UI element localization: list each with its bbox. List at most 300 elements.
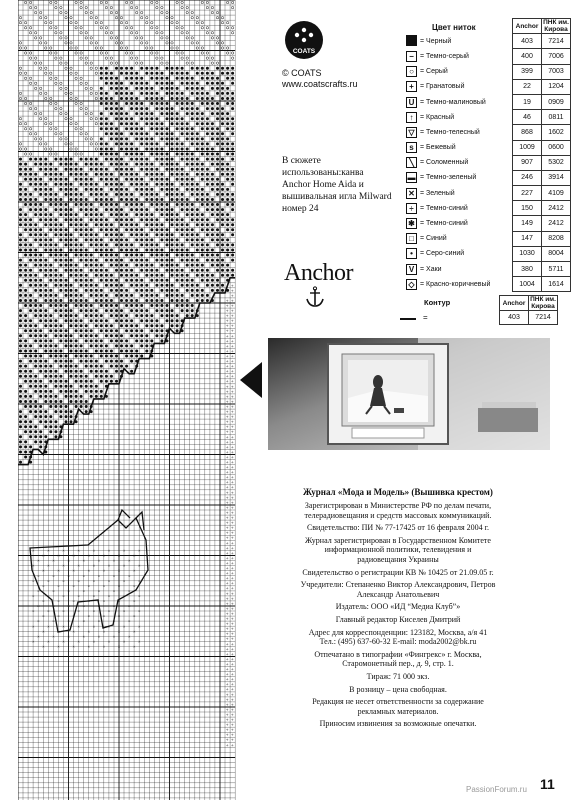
- svg-text:+: +: [230, 562, 234, 567]
- svg-text:+: +: [225, 365, 229, 370]
- svg-text:×: ×: [133, 598, 136, 604]
- kontur-table: [499, 295, 558, 325]
- svg-text:+: +: [230, 718, 234, 724]
- svg-text:×: ×: [67, 618, 70, 624]
- cross-stitch-chart: [18, 0, 238, 800]
- thread-color-name: = Черный: [420, 37, 452, 45]
- svg-text:+: +: [225, 723, 229, 729]
- svg-text:+: +: [230, 405, 234, 411]
- svg-text:×: ×: [72, 598, 75, 604]
- thread-color-name: = Темно-телесный: [420, 128, 480, 136]
- svg-text:+: +: [230, 395, 234, 401]
- thread-color-legend: [404, 18, 571, 292]
- legend-header-row: [404, 19, 571, 34]
- pnk-code: 1602: [542, 125, 571, 140]
- svg-text:×: ×: [107, 548, 111, 553]
- svg-text:+: +: [230, 587, 234, 593]
- svg-text:+: +: [230, 698, 234, 704]
- pnk-code: 4109: [542, 186, 571, 201]
- svg-text:+: +: [225, 415, 229, 421]
- legend-title: Цвет ниток: [432, 23, 476, 32]
- svg-text:×: ×: [47, 548, 50, 553]
- svg-text:×: ×: [133, 568, 136, 574]
- svg-text:+: +: [225, 455, 229, 461]
- svg-text:×: ×: [62, 638, 65, 644]
- svg-text:+: +: [225, 743, 229, 749]
- svg-text:×: ×: [128, 603, 131, 609]
- svg-text:+: +: [225, 486, 229, 492]
- coats-website[interactable]: www.coatscrafts.ru: [282, 79, 358, 89]
- svg-text:+: +: [225, 592, 229, 598]
- svg-text:×: ×: [77, 548, 80, 553]
- svg-text:×: ×: [138, 593, 141, 599]
- svg-text:×: ×: [72, 613, 75, 619]
- svg-text:+: +: [225, 708, 229, 714]
- svg-text:×: ×: [87, 583, 91, 589]
- stitch-symbol-icon: ▽: [406, 127, 417, 138]
- anchor-code: 380: [513, 262, 542, 277]
- svg-text:×: ×: [112, 618, 116, 624]
- stitch-symbol-icon: [406, 35, 417, 46]
- svg-text:×: ×: [37, 588, 40, 594]
- svg-text:×: ×: [92, 578, 96, 584]
- pnk-code: 0600: [542, 140, 571, 155]
- svg-text:×: ×: [72, 583, 75, 589]
- svg-text:×: ×: [128, 633, 131, 639]
- svg-text:+: +: [230, 521, 234, 527]
- svg-text:×: ×: [47, 593, 50, 599]
- svg-text:+: +: [225, 481, 229, 487]
- pnk-code: 7006: [542, 49, 571, 64]
- coats-logo-text: COATS: [292, 48, 316, 55]
- svg-text:×: ×: [82, 618, 86, 624]
- svg-text:+: +: [230, 390, 234, 396]
- svg-text:×: ×: [102, 628, 106, 634]
- svg-text:×: ×: [32, 638, 35, 644]
- svg-text:×: ×: [67, 588, 70, 594]
- svg-text:×: ×: [87, 613, 91, 619]
- svg-text:×: ×: [67, 573, 70, 579]
- stitch-symbol-icon: ▬: [407, 173, 416, 183]
- svg-text:×: ×: [57, 628, 60, 634]
- svg-text:+: +: [230, 567, 234, 572]
- legend-row: [404, 64, 571, 79]
- svg-text:+: +: [230, 476, 234, 482]
- pnk-code: 1204: [542, 79, 571, 94]
- svg-text:+: +: [230, 693, 234, 699]
- svg-text:×: ×: [117, 568, 121, 574]
- svg-text:+: +: [230, 284, 234, 290]
- svg-text:+: +: [230, 435, 234, 441]
- svg-text:+: +: [225, 562, 229, 567]
- svg-text:+: +: [230, 627, 234, 633]
- svg-text:×: ×: [112, 633, 116, 639]
- imprint-line: В розницу – цена свободная.: [349, 684, 447, 694]
- svg-text:×: ×: [82, 603, 86, 609]
- pnk-code: 1614: [542, 277, 571, 292]
- svg-text:×: ×: [47, 623, 50, 629]
- svg-text:×: ×: [77, 578, 80, 584]
- thread-color-name: = Темно-синий: [420, 204, 468, 212]
- svg-text:+: +: [225, 329, 229, 335]
- svg-text:×: ×: [87, 553, 91, 558]
- stitch-symbol-icon: ○: [406, 66, 417, 77]
- svg-text:+: +: [230, 728, 234, 734]
- stitch-symbol-icon: ✱: [406, 218, 417, 229]
- svg-text:×: ×: [107, 608, 111, 614]
- svg-text:×: ×: [97, 558, 101, 564]
- pnk-code: 7003: [542, 64, 571, 79]
- svg-text:+: +: [230, 668, 234, 673]
- svg-text:+: +: [225, 511, 229, 517]
- svg-text:×: ×: [57, 553, 60, 558]
- svg-text:×: ×: [62, 593, 65, 599]
- thread-color-name: = Зеленый: [420, 189, 455, 197]
- svg-text:+: +: [225, 380, 229, 386]
- pnk-code: 3914: [542, 170, 571, 185]
- svg-text:×: ×: [117, 583, 121, 589]
- svg-text:×: ×: [82, 633, 86, 639]
- svg-text:×: ×: [77, 638, 80, 644]
- svg-text:+: +: [225, 435, 229, 441]
- svg-text:×: ×: [62, 623, 65, 629]
- svg-text:+: +: [225, 304, 229, 310]
- svg-text:×: ×: [138, 638, 141, 644]
- svg-text:+: +: [230, 344, 234, 350]
- stitch-symbol-icon: ↑: [406, 112, 417, 123]
- svg-text:+: +: [225, 400, 229, 406]
- svg-text:×: ×: [117, 598, 121, 604]
- svg-text:+: +: [225, 698, 229, 704]
- svg-text:×: ×: [42, 598, 45, 604]
- svg-text:+: +: [225, 526, 229, 532]
- finished-work-photo: [268, 338, 550, 450]
- svg-text:+: +: [230, 551, 234, 557]
- svg-text:+: +: [230, 420, 234, 426]
- svg-text:+: +: [230, 743, 234, 749]
- svg-text:+: +: [230, 450, 234, 456]
- svg-text:×: ×: [102, 644, 106, 649]
- svg-text:×: ×: [67, 558, 70, 564]
- legend-row: [404, 231, 571, 246]
- svg-text:+: +: [225, 385, 229, 391]
- svg-text:+: +: [230, 415, 234, 421]
- kontur-eq: =: [423, 313, 428, 322]
- svg-text:+: +: [230, 663, 234, 668]
- svg-text:×: ×: [122, 563, 126, 569]
- svg-text:×: ×: [107, 563, 111, 569]
- stitch-symbol-icon: ✕: [406, 188, 417, 199]
- thread-color-name: = Гранатовый: [420, 83, 465, 91]
- anchor-code: 868: [513, 125, 542, 140]
- svg-text:+: +: [225, 339, 229, 345]
- svg-text:×: ×: [138, 578, 141, 584]
- svg-text:×: ×: [37, 633, 40, 639]
- anchor-code: 1030: [513, 246, 542, 261]
- thread-color-name: = Серо-синий: [420, 250, 465, 258]
- svg-text:+: +: [230, 617, 234, 623]
- stitch-symbol-icon: ╲: [406, 157, 417, 168]
- svg-text:×: ×: [133, 583, 136, 589]
- svg-text:×: ×: [42, 644, 45, 649]
- svg-text:+: +: [225, 319, 229, 325]
- svg-text:+: +: [230, 637, 234, 643]
- svg-text:×: ×: [133, 628, 136, 634]
- svg-text:+: +: [225, 299, 229, 305]
- stitch-symbol-icon: ÷: [406, 203, 417, 214]
- svg-text:×: ×: [87, 568, 91, 574]
- svg-text:×: ×: [117, 613, 121, 619]
- kontur-col-anchor: Anchor: [500, 296, 529, 311]
- svg-text:+: +: [230, 657, 234, 663]
- svg-text:×: ×: [72, 568, 75, 574]
- svg-text:+: +: [230, 511, 234, 517]
- svg-text:+: +: [230, 652, 234, 658]
- anchor-code: 1009: [513, 140, 542, 155]
- thread-color-name: = Темно-серый: [420, 52, 469, 60]
- svg-text:+: +: [230, 349, 234, 355]
- svg-text:+: +: [225, 668, 229, 673]
- svg-text:×: ×: [117, 628, 121, 634]
- col-pnk-header: ПНК им. Кирова: [543, 19, 569, 34]
- svg-text:×: ×: [37, 618, 40, 624]
- svg-text:×: ×: [92, 548, 96, 553]
- svg-text:+: +: [225, 360, 229, 365]
- svg-text:+: +: [225, 597, 229, 603]
- svg-text:+: +: [230, 546, 234, 552]
- svg-text:+: +: [230, 299, 234, 305]
- svg-text:×: ×: [107, 638, 111, 644]
- svg-text:×: ×: [57, 598, 60, 604]
- svg-text:×: ×: [128, 558, 131, 564]
- svg-text:×: ×: [37, 558, 40, 564]
- svg-text:×: ×: [92, 623, 96, 629]
- svg-text:×: ×: [52, 558, 55, 564]
- svg-text:+: +: [225, 647, 229, 653]
- svg-text:×: ×: [32, 608, 35, 614]
- stitch-symbol-icon: s: [406, 142, 417, 153]
- coats-info: [282, 68, 358, 90]
- svg-text:+: +: [225, 531, 229, 537]
- svg-text:×: ×: [62, 563, 65, 569]
- svg-text:×: ×: [112, 588, 116, 594]
- svg-text:+: +: [230, 592, 234, 598]
- svg-text:×: ×: [92, 638, 96, 644]
- svg-text:+: +: [230, 486, 234, 492]
- svg-text:×: ×: [47, 638, 50, 644]
- svg-text:×: ×: [122, 608, 126, 614]
- svg-text:×: ×: [112, 573, 116, 579]
- kontur-title: Контур: [424, 298, 451, 307]
- svg-text:+: +: [230, 582, 234, 588]
- thread-color-name: = Красный: [420, 113, 455, 121]
- svg-text:+: +: [225, 567, 229, 572]
- svg-text:+: +: [225, 450, 229, 456]
- pnk-code: 8004: [542, 246, 571, 261]
- svg-text:×: ×: [72, 644, 75, 649]
- svg-text:+: +: [225, 445, 229, 451]
- svg-text:×: ×: [62, 578, 65, 584]
- svg-text:+: +: [225, 728, 229, 734]
- svg-text:×: ×: [102, 613, 106, 619]
- imprint-line: Приносим извинения за возможные опечатки.: [319, 719, 477, 729]
- svg-text:+: +: [225, 471, 229, 477]
- svg-text:+: +: [225, 410, 229, 416]
- svg-text:+: +: [230, 430, 234, 436]
- svg-text:+: +: [230, 602, 234, 608]
- svg-text:+: +: [225, 309, 229, 315]
- svg-text:+: +: [230, 410, 234, 416]
- imprint-line: Учредители: Степаненко Виктор Александрович, Петров Александр Анатольевич: [300, 580, 496, 599]
- svg-text:×: ×: [67, 633, 70, 639]
- svg-text:+: +: [225, 703, 229, 709]
- imprint-line: Редакция не несет ответственности за содержание рекламных материалов.: [312, 697, 484, 716]
- svg-text:×: ×: [42, 583, 45, 589]
- svg-text:×: ×: [107, 623, 111, 629]
- anchor-code: 147: [513, 231, 542, 246]
- svg-text:×: ×: [97, 633, 101, 639]
- svg-text:×: ×: [57, 644, 60, 649]
- svg-text:+: +: [225, 516, 229, 522]
- svg-text:+: +: [225, 334, 229, 340]
- svg-text:+: +: [225, 718, 229, 724]
- pointer-arrow-icon: [240, 362, 262, 398]
- svg-text:+: +: [230, 673, 234, 679]
- stitch-symbol-icon: V: [406, 264, 417, 275]
- svg-text:+: +: [230, 572, 234, 578]
- svg-text:×: ×: [47, 608, 50, 614]
- anchor-code: 399: [513, 64, 542, 79]
- svg-text:+: +: [225, 663, 229, 668]
- pnk-code: 0909: [542, 94, 571, 109]
- svg-text:+: +: [230, 319, 234, 325]
- svg-text:+: +: [230, 309, 234, 315]
- svg-text:+: +: [225, 536, 229, 542]
- thread-color-name: = Темно-синий: [420, 220, 468, 228]
- magazine-title: Журнал «Мода и Модель» (Вышивка крестом): [303, 487, 493, 497]
- anchor-code: 400: [513, 49, 542, 64]
- svg-text:+: +: [225, 501, 229, 507]
- svg-text:+: +: [225, 324, 229, 330]
- svg-text:×: ×: [138, 548, 141, 553]
- legend-row: [404, 216, 571, 231]
- svg-text:+: +: [230, 678, 234, 684]
- anchor-code: 149: [513, 216, 542, 231]
- svg-text:×: ×: [128, 573, 131, 579]
- svg-text:+: +: [225, 617, 229, 623]
- svg-text:+: +: [225, 496, 229, 502]
- svg-text:+: +: [225, 521, 229, 527]
- kontur-line-sample: [400, 318, 416, 320]
- svg-text:+: +: [230, 385, 234, 391]
- svg-text:+: +: [225, 678, 229, 684]
- svg-text:+: +: [230, 294, 234, 300]
- svg-text:+: +: [230, 445, 234, 451]
- svg-text:+: +: [230, 622, 234, 628]
- svg-text:×: ×: [37, 603, 40, 609]
- anchor-code: 1004: [513, 277, 542, 292]
- svg-text:×: ×: [32, 563, 35, 569]
- anchor-code: 46: [513, 110, 542, 125]
- svg-text:×: ×: [87, 644, 91, 649]
- svg-text:×: ×: [82, 558, 86, 564]
- legend-row: [404, 186, 571, 201]
- svg-text:+: +: [225, 627, 229, 633]
- svg-text:×: ×: [62, 548, 65, 553]
- legend-row: [404, 262, 571, 277]
- thread-color-name: = Темно-зеленый: [420, 174, 477, 182]
- svg-text:×: ×: [77, 593, 80, 599]
- svg-text:×: ×: [138, 563, 141, 569]
- svg-text:+: +: [225, 344, 229, 350]
- svg-text:+: +: [225, 349, 229, 355]
- svg-text:+: +: [225, 738, 229, 744]
- coats-logo-icon: [284, 20, 324, 60]
- svg-text:+: +: [230, 536, 234, 542]
- svg-text:+: +: [230, 471, 234, 477]
- svg-text:+: +: [230, 597, 234, 603]
- svg-text:+: +: [230, 425, 234, 431]
- imprint-line: Издатель: ООО «ИД “Медиа Клуб”»: [335, 602, 461, 612]
- svg-text:+: +: [225, 354, 229, 360]
- pnk-code: 8208: [542, 231, 571, 246]
- stitch-symbol-icon: +: [406, 81, 417, 92]
- imprint-line: Зарегистрирован в Министерстве РФ по делам печати, телерадиовещания и средств массовых коммуникаций.: [304, 501, 492, 520]
- legend-row: [404, 246, 571, 261]
- svg-text:×: ×: [112, 558, 116, 564]
- svg-text:×: ×: [77, 623, 80, 629]
- svg-text:×: ×: [32, 623, 35, 629]
- svg-text:+: +: [230, 304, 234, 310]
- materials-description: В сюжете использованы:канва Anchor Home Aida и вышивальная игла Milward номер 24: [282, 156, 392, 214]
- anchor-code: 227: [513, 186, 542, 201]
- thread-color-name: = Серый: [420, 68, 448, 76]
- svg-text:+: +: [230, 400, 234, 406]
- imprint-line: Журнал зарегистрирован в Государственном Комитете информационной политики, телевидения и радиовещания Украины: [305, 535, 491, 564]
- legend-row: [404, 79, 571, 94]
- imprint-line: Главный редактор Киселев Дмитрий: [335, 614, 461, 624]
- svg-text:+: +: [230, 466, 234, 471]
- svg-text:+: +: [225, 637, 229, 643]
- svg-text:+: +: [230, 647, 234, 653]
- svg-text:×: ×: [67, 603, 70, 609]
- imprint-line: Отпечатано в типографии «Фингрекс» г. Москва, Старомонетный пер., д. 9, стр. 1.: [314, 649, 482, 669]
- svg-text:+: +: [230, 380, 234, 386]
- svg-text:×: ×: [122, 593, 126, 599]
- anchor-code: 246: [513, 170, 542, 185]
- pnk-code: 5711: [542, 262, 571, 277]
- svg-text:×: ×: [102, 598, 106, 604]
- kontur-pnk: 7214: [529, 311, 558, 325]
- pnk-code: 0811: [542, 110, 571, 125]
- svg-text:+: +: [225, 420, 229, 426]
- svg-text:×: ×: [32, 593, 35, 599]
- svg-text:+: +: [230, 688, 234, 694]
- svg-text:×: ×: [117, 553, 121, 558]
- svg-text:×: ×: [52, 633, 55, 639]
- svg-text:×: ×: [52, 588, 55, 594]
- thread-color-name: = Красно-коричневый: [420, 280, 491, 288]
- svg-text:×: ×: [133, 644, 136, 649]
- stitch-symbol-icon: •: [406, 248, 417, 259]
- legend-row: [404, 34, 571, 49]
- legend-row: [404, 125, 571, 140]
- svg-text:+: +: [225, 541, 229, 547]
- col-anchor-header: Anchor: [513, 19, 542, 34]
- svg-text:+: +: [230, 370, 234, 376]
- svg-text:+: +: [225, 430, 229, 436]
- svg-text:+: +: [225, 577, 229, 583]
